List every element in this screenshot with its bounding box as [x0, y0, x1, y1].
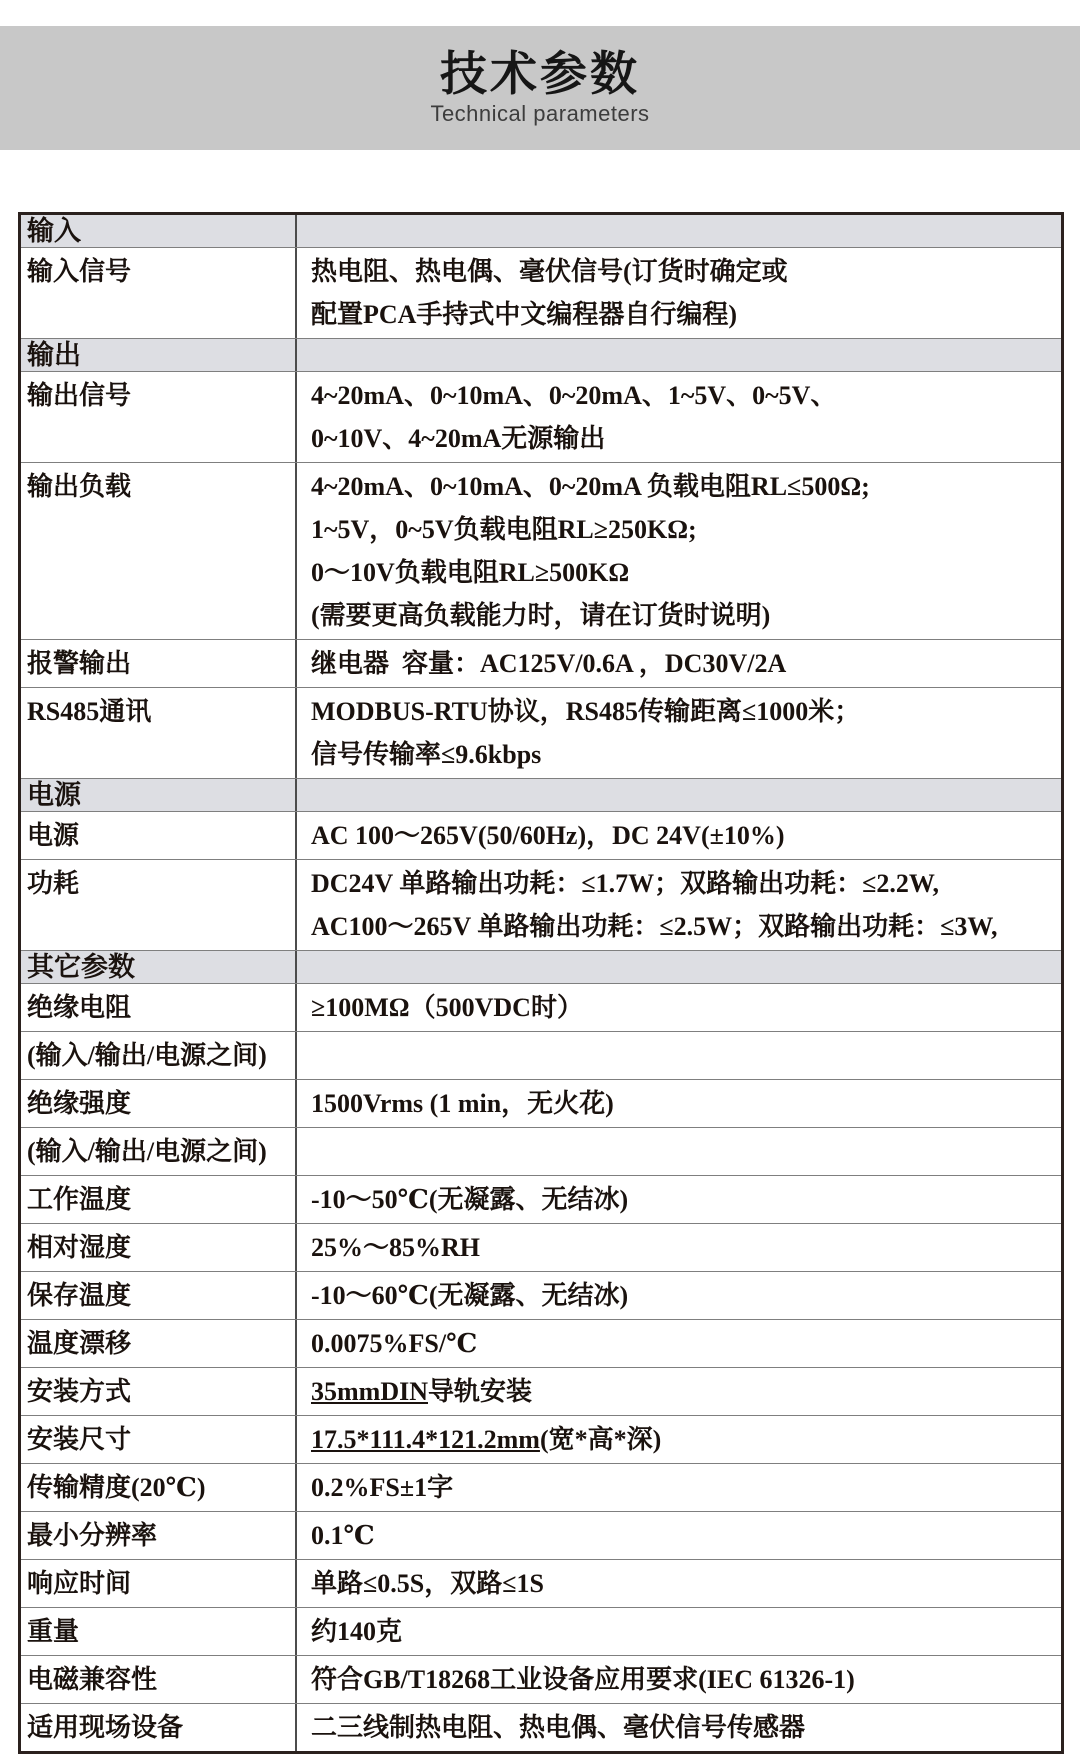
- param-value: [297, 779, 1061, 811]
- value-line: DC24V 单路输出功耗：≤1.7W；双路输出功耗：≤2.2W,: [311, 869, 940, 898]
- table-row: [21, 1175, 1061, 1223]
- param-value: [297, 812, 1061, 859]
- param-value: [297, 1608, 1061, 1655]
- param-value: [297, 1080, 1061, 1127]
- param-label: 输入信号: [21, 248, 297, 338]
- param-label: 重量: [21, 1608, 297, 1655]
- param-value: [297, 1368, 1061, 1415]
- param-value: [297, 1320, 1061, 1367]
- param-label: 温度漂移: [21, 1320, 297, 1367]
- param-label: 输出: [21, 339, 297, 371]
- param-label: 绝缘电阻: [21, 984, 297, 1031]
- table-row: [21, 1559, 1061, 1607]
- param-value: [297, 951, 1061, 983]
- section-row: [21, 950, 1061, 983]
- value-line: 0.2%FS±1字: [311, 1473, 454, 1502]
- spec-table: [18, 212, 1064, 1754]
- section-row: [21, 778, 1061, 811]
- param-label: 保存温度: [21, 1272, 297, 1319]
- param-value: [297, 215, 1061, 247]
- underlined-value: 35mmDIN: [311, 1377, 428, 1406]
- param-label: (输入/输出/电源之间): [21, 1128, 297, 1175]
- value-line: 二三线制热电阻、热电偶、毫伏信号传感器: [311, 1713, 806, 1742]
- table-row: [21, 371, 1061, 462]
- param-value: [297, 860, 1061, 950]
- table-row: [21, 1271, 1061, 1319]
- param-value: [297, 1512, 1061, 1559]
- param-label: 工作温度: [21, 1176, 297, 1223]
- underlined-value: 17.5*111.4*121.2mm: [311, 1425, 540, 1454]
- param-value: [297, 248, 1061, 338]
- table-row: [21, 1463, 1061, 1511]
- param-value: [297, 339, 1061, 371]
- table-row: [21, 1655, 1061, 1703]
- param-label: 适用现场设备: [21, 1704, 297, 1751]
- value-line: -10～50℃(无凝露、无结冰): [311, 1185, 629, 1214]
- table-row: [21, 639, 1061, 687]
- value-line: 17.5*111.4*121.2mm(宽*高*深): [311, 1425, 662, 1454]
- value-line: (需要更高负载能力时，请在订货时说明): [311, 601, 771, 630]
- value-line: 0~10V、4~20mA无源输出: [311, 424, 606, 453]
- value-line: 35mmDIN导轨安装: [311, 1377, 533, 1406]
- param-label: 报警输出: [21, 640, 297, 687]
- param-value: [297, 1464, 1061, 1511]
- value-line: AC 100～265V(50/60Hz)，DC 24V(±10%): [311, 821, 785, 850]
- value-line: 符合GB/T18268工业设备应用要求(IEC 61326-1): [311, 1665, 855, 1694]
- table-row: [21, 1415, 1061, 1463]
- value-line: 继电器 容量：AC125V/0.6A ，DC30V/2A: [311, 649, 787, 678]
- table-row: [21, 1703, 1061, 1751]
- param-label: 安装尺寸: [21, 1416, 297, 1463]
- param-label: 其它参数: [21, 951, 297, 983]
- section-row: [21, 338, 1061, 371]
- param-label: 电磁兼容性: [21, 1656, 297, 1703]
- param-value: [297, 1704, 1061, 1751]
- param-label: 传输精度(20℃): [21, 1464, 297, 1511]
- value-line: 1500Vrms (1 min，无火花): [311, 1089, 614, 1118]
- value-line: 4~20mA、0~10mA、0~20mA 负载电阻RL≤500Ω;: [311, 472, 870, 501]
- table-row: [21, 1511, 1061, 1559]
- param-label: (输入/输出/电源之间): [21, 1032, 297, 1079]
- param-value: [297, 463, 1061, 639]
- value-line: -10～60℃(无凝露、无结冰): [311, 1281, 629, 1310]
- value-line: 信号传输率≤9.6kbps: [311, 740, 542, 769]
- param-label: 输出信号: [21, 372, 297, 462]
- param-value: [297, 1416, 1061, 1463]
- param-value: [297, 1176, 1061, 1223]
- value-line: 配置PCA手持式中文编程器自行编程): [311, 300, 738, 329]
- param-value: [297, 1128, 1061, 1175]
- param-label: 功耗: [21, 860, 297, 950]
- page-title: 技术参数: [440, 47, 640, 101]
- value-line: 1~5V，0~5V负载电阻RL≥250KΩ;: [311, 515, 697, 544]
- param-value: [297, 984, 1061, 1031]
- table-row: [21, 1031, 1061, 1079]
- param-label: 绝缘强度: [21, 1080, 297, 1127]
- param-label: 相对湿度: [21, 1224, 297, 1271]
- param-value: [297, 640, 1061, 687]
- value-line: 热电阻、热电偶、毫伏信号(订货时确定或: [311, 257, 788, 286]
- table-row: [21, 247, 1061, 338]
- value-line: 0.0075%FS/℃: [311, 1329, 478, 1358]
- table-row: [21, 1127, 1061, 1175]
- param-label: 输出负载: [21, 463, 297, 639]
- param-value: [297, 688, 1061, 778]
- table-row: [21, 462, 1061, 639]
- value-line: ≥100MΩ（500VDC时）: [311, 993, 583, 1022]
- param-value: [297, 1560, 1061, 1607]
- value-line: 0～10V负载电阻RL≥500KΩ: [311, 558, 630, 587]
- param-label: 输入: [21, 215, 297, 247]
- param-value: [297, 1272, 1061, 1319]
- param-label: 响应时间: [21, 1560, 297, 1607]
- table-row: [21, 811, 1061, 859]
- page-banner: [0, 26, 1080, 150]
- section-row: [21, 215, 1061, 247]
- param-label: RS485通讯: [21, 688, 297, 778]
- table-row: [21, 1319, 1061, 1367]
- table-row: [21, 859, 1061, 950]
- value-line: MODBUS-RTU协议，RS485传输距离≤1000米；: [311, 697, 861, 726]
- param-value: [297, 1032, 1061, 1079]
- table-row: [21, 1079, 1061, 1127]
- value-line: 25%～85%RH: [311, 1233, 481, 1262]
- value-line: AC100～265V 单路输出功耗：≤2.5W；双路输出功耗：≤3W,: [311, 912, 998, 941]
- table-row: [21, 983, 1061, 1031]
- param-value: [297, 1656, 1061, 1703]
- param-label: 最小分辨率: [21, 1512, 297, 1559]
- table-row: [21, 1223, 1061, 1271]
- param-label: 电源: [21, 812, 297, 859]
- table-row: [21, 687, 1061, 778]
- value-line: 单路≤0.5S，双路≤1S: [311, 1569, 544, 1598]
- param-value: [297, 1224, 1061, 1271]
- page-subtitle: Technical parameters: [430, 100, 650, 126]
- value-line: 0.1℃: [311, 1521, 375, 1550]
- param-label: 安装方式: [21, 1368, 297, 1415]
- table-row: [21, 1367, 1061, 1415]
- value-line: 约140克: [311, 1617, 403, 1646]
- param-label: 电源: [21, 779, 297, 811]
- table-row: [21, 1607, 1061, 1655]
- value-line: 4~20mA、0~10mA、0~20mA、1~5V、0~5V、: [311, 381, 837, 410]
- param-value: [297, 372, 1061, 462]
